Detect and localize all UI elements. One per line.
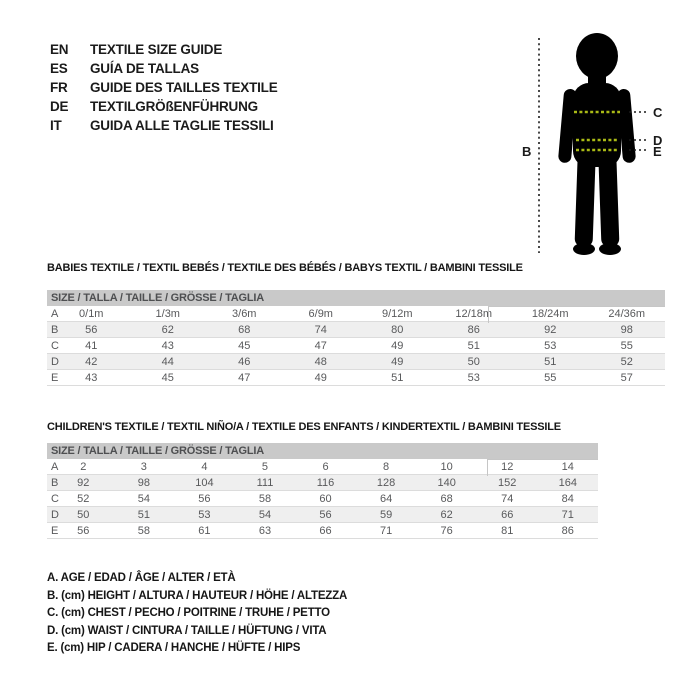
table-cell: 43 [161,339,174,352]
table-cell: 51 [467,339,480,352]
table-cell: 46 [238,355,251,368]
table-cell: 12/18m [455,307,493,320]
table-cell: 56 [198,492,211,505]
children-table-grid [47,443,598,539]
table-cell: 68 [440,492,453,505]
table-cell: 55 [620,339,633,352]
table-cell: 61 [198,524,211,537]
table-cell: 2 [80,460,87,473]
table-cell: 49 [314,371,327,384]
language-title: TEXTILE SIZE GUIDE [90,42,223,57]
row-values [53,461,598,473]
table-cell: 3 [140,460,147,473]
table-cell: 57 [620,371,633,384]
table-row [47,322,665,338]
language-title: GUIDA ALLE TAGLIE TESSILI [90,118,274,133]
table-row [47,306,665,322]
table-cell: 45 [161,371,174,384]
table-cell: 104 [195,476,214,489]
table-row [47,523,598,539]
table-cell: 98 [137,476,150,489]
table-cell: 43 [85,371,98,384]
babies-table-grid [47,290,665,386]
table-cell: 86 [467,323,480,336]
measurement-figure [500,25,700,265]
language-code: IT [50,118,62,133]
table-cell: 128 [376,476,396,489]
table-row [47,370,665,386]
table-cell: 12 [501,460,514,473]
table-cell: 92 [544,323,557,336]
row-label: B [51,323,59,336]
table-cell: 6 [322,460,329,473]
table-cell: 48 [314,355,327,368]
row-values [53,509,598,521]
table-cell: 86 [561,524,574,537]
figure-label-height: B [522,144,532,159]
table-cell: 58 [137,524,150,537]
table-cell: 44 [161,355,174,368]
row-values [53,493,598,505]
language-row [50,116,278,135]
figure-label-waist: D [653,133,663,148]
table-cell: 64 [379,492,393,505]
table-cell: 4 [201,460,208,473]
child-silhouette-icon [500,25,700,265]
row-label: B [51,476,59,489]
table-cell: 63 [258,524,272,537]
language-title: TEXTILGRÖßENFÜHRUNG [90,99,258,114]
table-cell: 111 [256,476,274,489]
row-values [53,324,665,336]
table-cell: 49 [391,339,404,352]
table-row [47,338,665,354]
table-row [47,507,598,523]
table-cell: 68 [238,323,251,336]
row-label: C [51,492,59,505]
table-cell: 80 [391,323,404,336]
legend-line: E. (cm) HIP / CADERA / HANCHE / HÜFTE / HIPS [47,642,301,654]
table-cell: 9/12m [381,307,413,320]
figure-label-hip: E [653,144,662,159]
table-cell: 49 [391,355,404,368]
table-cell: 51 [544,355,557,368]
children-size-table [47,421,598,545]
babies-size-header: SIZE / TALLA / TAILLE / GRÖSSE / TAGLIA [47,290,665,306]
table-cell: 74 [501,492,514,505]
table-cell: 51 [391,371,404,384]
table-cell: 8 [383,460,390,473]
table-cell: 5 [261,460,269,473]
table-cell: 1/3m [155,307,180,320]
language-row [50,40,278,59]
row-label: D [51,508,59,521]
table-cell: 6/9m [308,307,333,320]
table-cell: 98 [620,323,633,336]
table-cell: 76 [440,524,453,537]
table-cell: 3/6m [232,307,257,320]
table-cell: 59 [379,508,393,521]
table-cell: 53 [198,508,211,521]
figure-label-chest: C [653,105,663,120]
table-cell: 62 [440,508,453,521]
table-row [47,354,665,370]
children-size-header: SIZE / TALLA / TAILLE / GRÖSSE / TAGLIA [47,443,598,459]
language-code: FR [50,80,68,95]
children-table-body [47,459,598,539]
table-row [47,475,598,491]
table-cell: 56 [77,524,90,537]
children-table-title: CHILDREN'S TEXTILE / TEXTIL NIÑO/A / TEXTILE DES ENFANTS / KINDERTEXTIL / BAMBINI TESSILE [47,421,561,433]
row-label: E [51,524,59,537]
table-cell: 24/36m [608,307,646,320]
table-cell: 55 [544,371,557,384]
table-cell: 50 [467,355,480,368]
row-label: D [51,355,59,368]
table-cell: 53 [467,371,480,384]
measurement-legend [47,570,347,658]
legend-line: C. (cm) CHEST / PECHO / POITRINE / TRUHE / PETTO [47,607,330,619]
language-code: DE [50,99,69,114]
language-row [50,97,278,116]
table-cell: 62 [161,323,174,336]
table-cell: 60 [319,492,332,505]
language-title: GUIDE DES TAILLES TEXTILE [90,80,278,95]
table-cell: 66 [501,508,514,521]
row-values [53,356,665,368]
legend-line: A. AGE / EDAD / ÂGE / ALTER / ETÀ [47,572,236,584]
row-label: A [51,307,59,320]
language-row [50,78,278,97]
table-cell: 45 [238,339,251,352]
row-label: A [51,460,59,473]
table-cell: 50 [77,508,90,521]
table-cell: 152 [498,476,517,489]
table-cell: 71 [561,508,574,521]
table-cell: 92 [77,476,90,489]
table-cell: 81 [501,524,514,537]
row-values [53,308,665,320]
table-cell: 58 [258,492,272,505]
babies-size-table [47,262,665,392]
table-cell: 53 [544,339,557,352]
table-cell: 52 [620,355,633,368]
row-values [53,372,665,384]
language-list [50,40,278,135]
language-code: ES [50,61,68,76]
table-cell: 84 [561,492,574,505]
legend-line: D. (cm) WAIST / CINTURA / TAILLE / HÜFTUNG / VITA [47,624,327,637]
table-cell: 18/24m [531,307,569,320]
table-cell: 164 [558,476,577,489]
language-row [50,59,278,78]
babies-table-title: BABIES TEXTILE / TEXTIL BEBÉS / TEXTILE DES BÉBÉS / BABYS TEXTIL / BAMBINI TESSILE [47,262,523,274]
row-label: C [51,339,59,352]
table-row [47,491,598,507]
table-row [47,459,598,475]
table-cell: 56 [319,508,332,521]
table-cell: 66 [319,524,332,537]
babies-table-body [47,306,665,386]
table-cell: 10 [440,460,453,473]
table-cell: 47 [314,339,327,352]
language-title: GUÍA DE TALLAS [90,61,199,76]
table-cell: 14 [561,460,574,473]
table-cell: 41 [85,339,98,352]
row-values [53,525,598,537]
table-cell: 140 [437,476,456,489]
table-cell: 74 [314,323,327,336]
language-code: EN [50,42,69,57]
table-cell: 54 [137,492,150,505]
child-body-silhouette [558,33,636,255]
table-cell: 51 [137,508,150,521]
row-values [53,477,598,489]
row-values [53,340,665,352]
table-cell: 116 [316,476,335,489]
table-cell: 47 [238,371,251,384]
table-cell: 0/1m [79,307,104,320]
table-cell: 54 [258,508,272,521]
row-label: E [51,371,59,384]
table-cell: 52 [77,492,90,505]
table-cell: 71 [379,524,393,537]
table-cell: 42 [85,355,98,368]
table-cell: 56 [85,323,98,336]
legend-line: B. (cm) HEIGHT / ALTURA / HAUTEUR / HÖHE / ALTEZZA [47,589,348,602]
